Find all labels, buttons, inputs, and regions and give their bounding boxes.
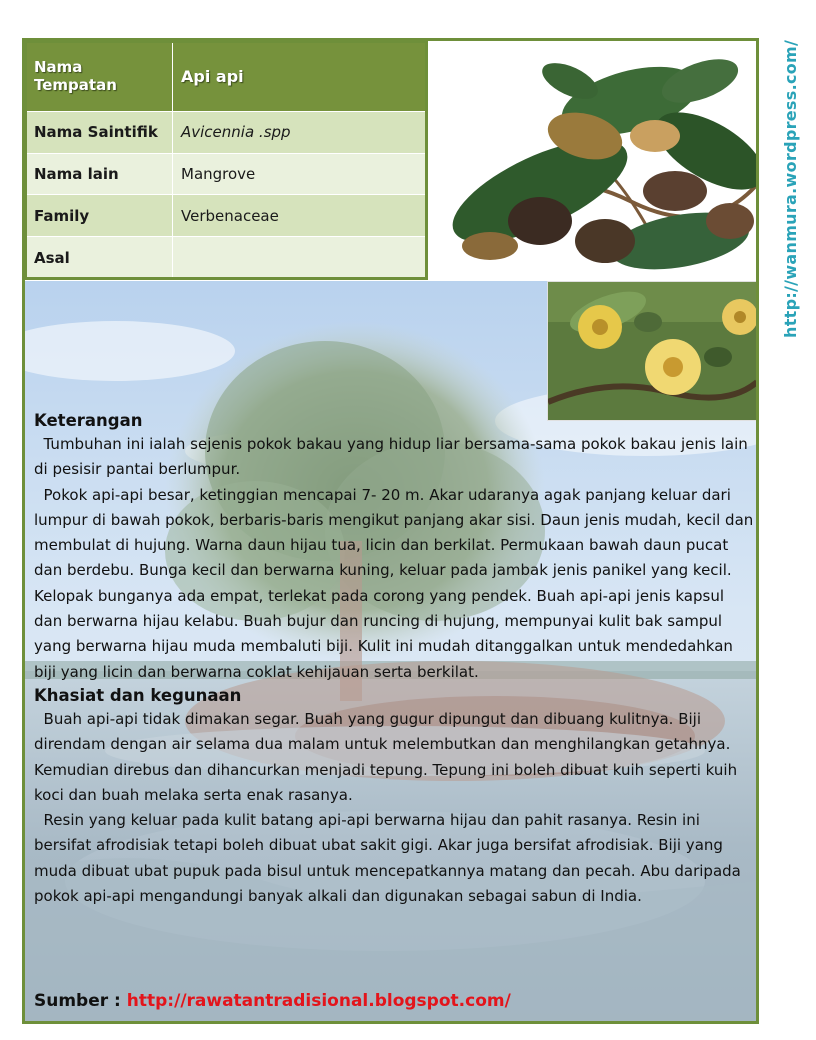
plant-info-table	[25, 41, 427, 279]
khasiat-paragraph-1: Buah api-api tidak dimakan segar. Buah yang gugur dipungut dan dibuang kulitnya. Biji direndam dengan air selama dua malam untuk melembutkan dan menghilangkan getahnya. Kemudian direbus dan dihancurkan menjadi tepung. Tepung ini boleh dibuat kuih seperti kuih koci dan buah melaka serta enak rasanya.	[34, 709, 738, 804]
table-row	[26, 42, 427, 112]
label-nama-lain: Nama lain	[26, 153, 173, 195]
table-row	[26, 195, 427, 237]
label-nama-tempatan: Nama Tempatan	[26, 42, 173, 112]
source-label: Sumber :	[34, 991, 121, 1011]
table-row	[26, 237, 427, 279]
source-line	[34, 991, 511, 1011]
value-nama-tempatan: Api api	[173, 42, 427, 112]
value-asal	[173, 237, 427, 279]
value-nama-lain: Mangrove	[173, 153, 427, 195]
keterangan-paragraph-1: Tumbuhan ini ialah sejenis pokok bakau yang hidup liar bersama-sama pokok bakau jenis lain di pesisir pantai berlumpur.	[34, 435, 748, 479]
khasiat-paragraph-2: Resin yang keluar pada kulit batang api-api berwarna hijau dan pahit rasanya. Resin ini bersifat afrodisiak tetapi boleh dibuat ubat sakit gigi. Akar juga bersifat afrodisiak. Biji yang muda dibuat ubat pupuk pada bisul untuk mencepatkannya matang dan pecah. Abu daripada pokok api-api mengandungi banyak alkali dan digunakan sebagai sabun di India.	[34, 811, 741, 906]
value-family: Verbenaceae	[173, 195, 427, 237]
khasiat-heading: Khasiat dan kegunaan	[34, 685, 242, 705]
label-nama-saintifik: Nama Saintifik	[26, 111, 173, 153]
keterangan-heading: Keterangan	[34, 411, 143, 430]
table-row	[26, 153, 427, 195]
leaves-seeds-photo	[430, 41, 759, 279]
side-url-text[interactable]: http://wanmura.wordpress.com/	[781, 39, 800, 338]
page-frame	[22, 38, 759, 1024]
table-row	[26, 111, 427, 153]
source-link[interactable]: http://rawatantradisional.blogspot.com/	[126, 991, 511, 1011]
keterangan-paragraph-2: Pokok api-api besar, ketinggian mencapai 7- 20 m. Akar udaranya agak panjang keluar dari lumpur di bawah pokok, berbaris-baris mengikut panjang akar sisi. Daun jenis mudah, kecil dan membulat di hujung. Warna daun hijau tua, licin dan berkilat. Permukaan bawah daun pucat dan berdebu. Bunga kecil dan berwarna kuning, keluar pada jambak jenis panikel yang kecil. Kelopak bunganya ada empat, terlekat pada corong yang pendek. Buah api-api jenis kapsul dan berwarna hijau kelabu. Buah bujur dan runcing di hujung, mempunyai kulit bak sampul yang berwarna hijau muda membaluti biji. Kulit ini mudah ditanggalkan untuk mendedahkan biji yang licin dan berwarna coklat kehijauan serta berkilat.	[34, 485, 754, 681]
article-body	[34, 411, 756, 909]
value-nama-saintifik: Avicennia .spp	[173, 111, 427, 153]
label-asal: Asal	[26, 237, 173, 279]
label-family: Family	[26, 195, 173, 237]
flowers-photo	[547, 281, 758, 421]
